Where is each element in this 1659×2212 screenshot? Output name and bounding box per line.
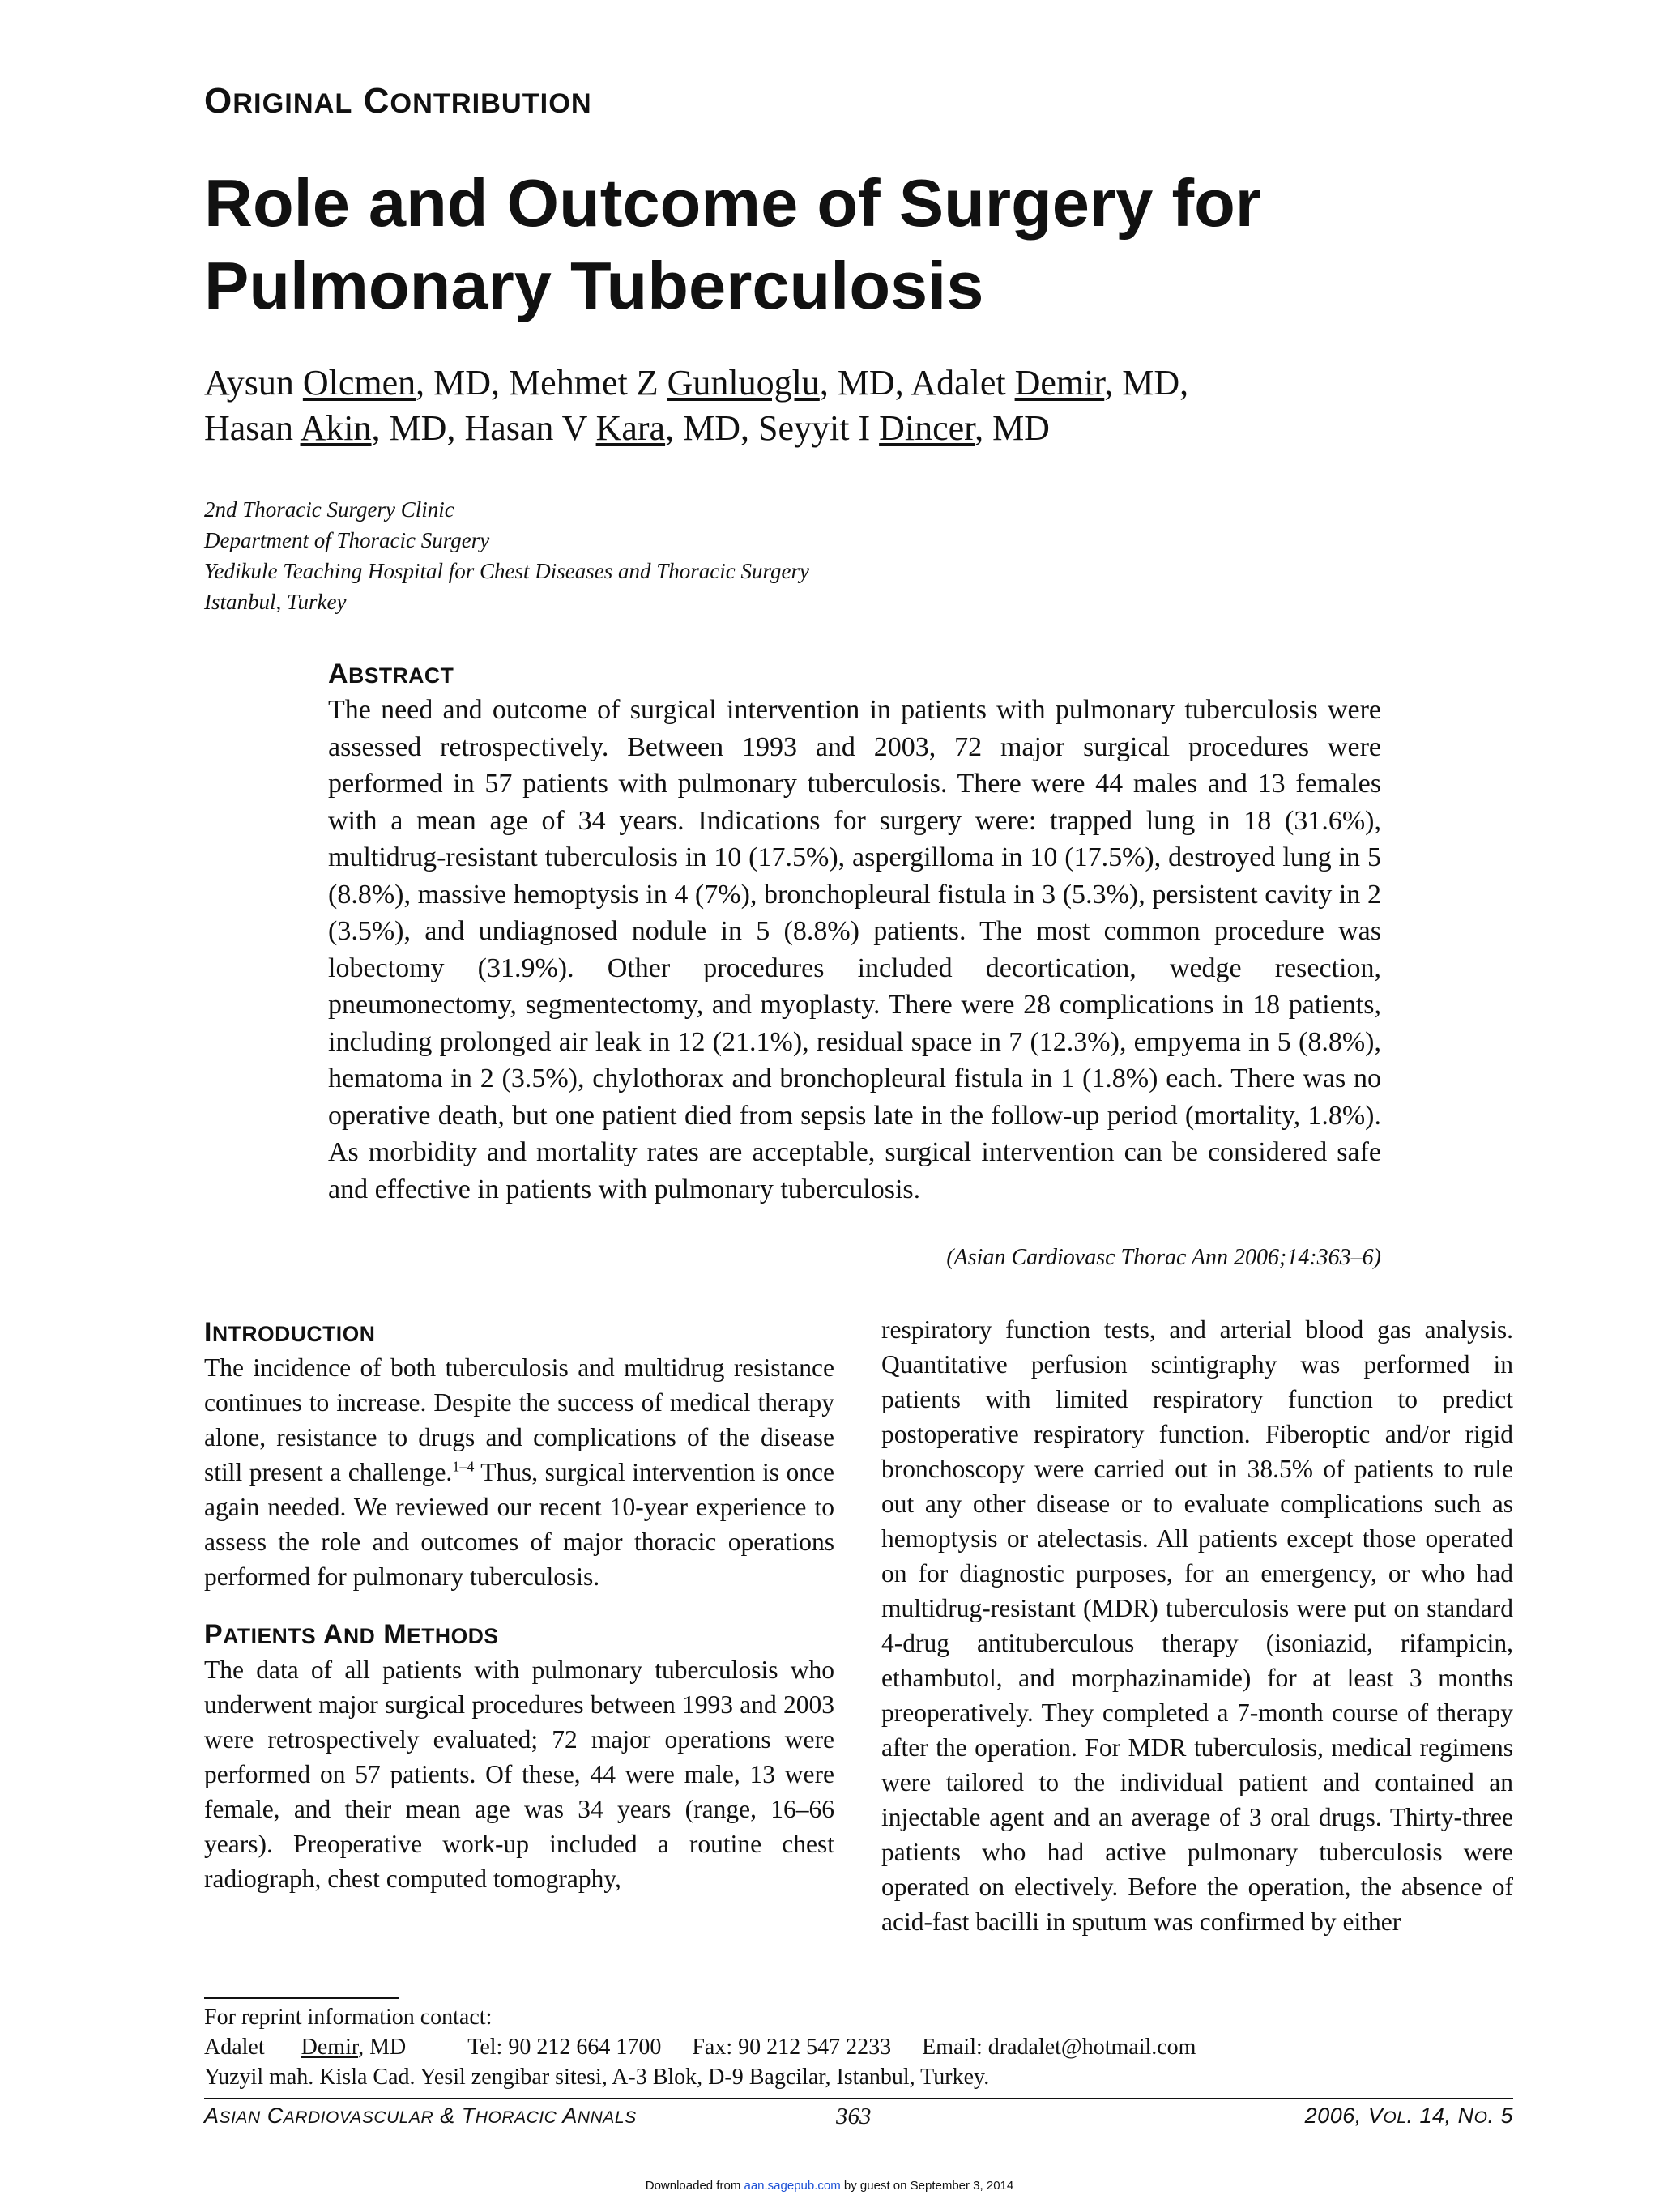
- affiliation-line: 2nd Thoracic Surgery Clinic: [204, 497, 454, 522]
- footer-journal-name: ASIAN CARDIOVASCULAR & THORACIC ANNALS: [204, 2103, 637, 2128]
- right-column: [881, 1312, 1513, 1939]
- author-line-1: [204, 360, 1581, 406]
- methods-text: The data of all patients with pulmonary tuberculosis who underwent major surgical procedures between 1993 and 2003 were retrospectively evaluated; 72 major operations were performed on 57 patients. Of these, 44 were male, 13 were female, and their mean age was 34 years (range, 16–66 years). Preoperative work-up included a routine chest radiograph, chest computed tomography,: [204, 1656, 834, 1893]
- author-surname[interactable]: Olcmen: [302, 363, 416, 403]
- download-link[interactable]: aan.sagepub.com: [744, 2179, 841, 2193]
- footer-volume: 2006, VOL. 14, NO. 5: [1304, 2103, 1513, 2128]
- author-line-2: [204, 406, 1581, 451]
- abstract-heading: ABSTRACT: [328, 658, 454, 689]
- abstract-text: The need and outcome of surgical intervention in patients with pulmonary tuberculosis were assessed retrospectively. Between 1993 and 2003, 72 major surgical procedures were performed in 57 patients with pulmonary tuberculosis. There were 44 males and 13 females with a mean age of 34 years. Indications for surgery were: trapped lung in 18 (31.6%), multidrug-resistant tuberculosis in 10 (17.5%), aspergilloma in 10 (17.5%), destroyed lung in 5 (8.8%), massive hemoptysis in 4 (7%), bronchopleural fistula in 3 (5.3%), persistent cavity in 2 (3.5%), and undiagnosed nodule in 5 (8.8%) patients. The most common procedure was lobectomy (31.9%). Other procedures included decortication, wedge resection, pneumonectomy, segmentectomy, and myoplasty. There were 28 complications in 18 patients, including prolonged air leak in 12 (21.1%), residual space in 7 (12.3%), empyema in 5 (8.8%), hematoma in 2 (3.5%), chylothorax and bronchopleural fistula in 1 (1.8%) each. There was no operative death, but one patient died from sepsis late in the follow-up period (mortality, 1.8%). As morbidity and mortality rates are acceptable, surgical intervention can be considered safe and effective in patients with pulmonary tuberculosis.: [328, 695, 1381, 1204]
- reprint-tel: Tel: 90 212 664 1700: [467, 2035, 662, 2060]
- affiliation: [204, 494, 809, 617]
- citation: (Asian Cardiovasc Thorac Ann 2006;14:363–6): [946, 1245, 1381, 1270]
- reprint-heading: For reprint information contact:: [204, 2005, 493, 2030]
- author-surname[interactable]: Dincer: [879, 408, 975, 448]
- reprint-address: Yuzyil mah. Kisla Cad. Yesil zengibar sitesi, A-3 Blok, D-9 Bagcilar, Istanbul, Turkey.: [204, 2065, 990, 2090]
- reprint-email[interactable]: Email: dradalet@hotmail.com: [922, 2035, 1196, 2060]
- footnote-rule: [204, 1997, 399, 1999]
- affiliation-line: Istanbul, Turkey: [204, 590, 347, 614]
- author: Adalet Demir, MD,: [911, 363, 1189, 403]
- abstract-section: [328, 658, 1381, 1208]
- author: Hasan Akin, MD,: [204, 408, 465, 448]
- download-notice: Downloaded from aan.sagepub.com by guest on September 3, 2014: [645, 2179, 1014, 2193]
- reprint-contact: [204, 2032, 1500, 2062]
- introduction-text: The incidence of both tuberculosis and multidrug resistance continues to increase. Despite the success of medical therapy alone, resistance to drugs and complications of the disease still present a challenge.$^{1-4}$ Thus, surgical intervention is once again needed. We reviewed our recent 10-year experience to assess the role and outcomes of major thoracic operations performed for pulmonary tuberculosis.: [204, 1353, 835, 1591]
- methods-text-continued: respiratory function tests, and arterial blood gas analysis. Quantitative perfusion scintigraphy was performed in patients with limited respiratory function to predict postoperative respiratory function. Fiberoptic and/or rigid bronchoscopy were carried out in 38.5% of patients to rule out any other disease or to evaluate complications such as hemoptysis or atelectasis. All patients except those operated on for diagnostic purposes, for an emergency, or who had multidrug-resistant (MDR) tuberculosis were put on standard 4-drug antituberculous therapy (isoniazid, rifampicin, ethambutol, and morphazinamide) for at least 3 months preoperatively. They completed a 7-month course of therapy after the operation. For MDR tuberculosis, medical regimens were tailored to the individual patient and contained an injectable agent and an average of 3 oral drugs. Thirty-three patients who had active pulmonary tuberculosis were operated on electively. Before the operation, the absence of acid-fast bacilli in sputum was confirmed by either: [881, 1315, 1513, 1936]
- title-line-2: Pulmonary Tuberculosis: [204, 248, 984, 323]
- reference-superscript[interactable]: 1–4: [452, 1458, 475, 1475]
- left-column: [204, 1316, 834, 1896]
- author-surname[interactable]: Akin: [300, 408, 372, 448]
- author: Mehmet Z Gunluoglu, MD,: [509, 363, 911, 403]
- introduction-heading: INTRODUCTION: [204, 1317, 376, 1348]
- section-label: ORIGINAL CONTRIBUTION: [204, 81, 592, 121]
- reprint-name: Adalet Demir, MD: [204, 2035, 407, 2060]
- reprint-info: [204, 2002, 1500, 2092]
- author: Aysun Olcmen, MD,: [204, 363, 510, 403]
- page-number: 363: [836, 2103, 872, 2129]
- author: Hasan V Kara, MD,: [464, 408, 758, 448]
- reprint-fax: Fax: 90 212 547 2233: [692, 2035, 892, 2060]
- footer-rule: [204, 2098, 1513, 2099]
- author-list: [204, 360, 1581, 451]
- article-title: [204, 162, 1500, 327]
- affiliation-line: Department of Thoracic Surgery: [204, 528, 490, 552]
- methods-heading: PATIENTS AND METHODS: [204, 1619, 499, 1650]
- title-line-1: Role and Outcome of Surgery for: [204, 165, 1262, 241]
- author-surname[interactable]: Gunluoglu: [667, 363, 820, 403]
- author-surname[interactable]: Demir: [1014, 363, 1105, 403]
- affiliation-line: Yedikule Teaching Hospital for Chest Diseases and Thoracic Surgery: [204, 559, 809, 583]
- author: Seyyit I Dincer, MD: [758, 408, 1050, 448]
- author-surname[interactable]: Kara: [595, 408, 666, 448]
